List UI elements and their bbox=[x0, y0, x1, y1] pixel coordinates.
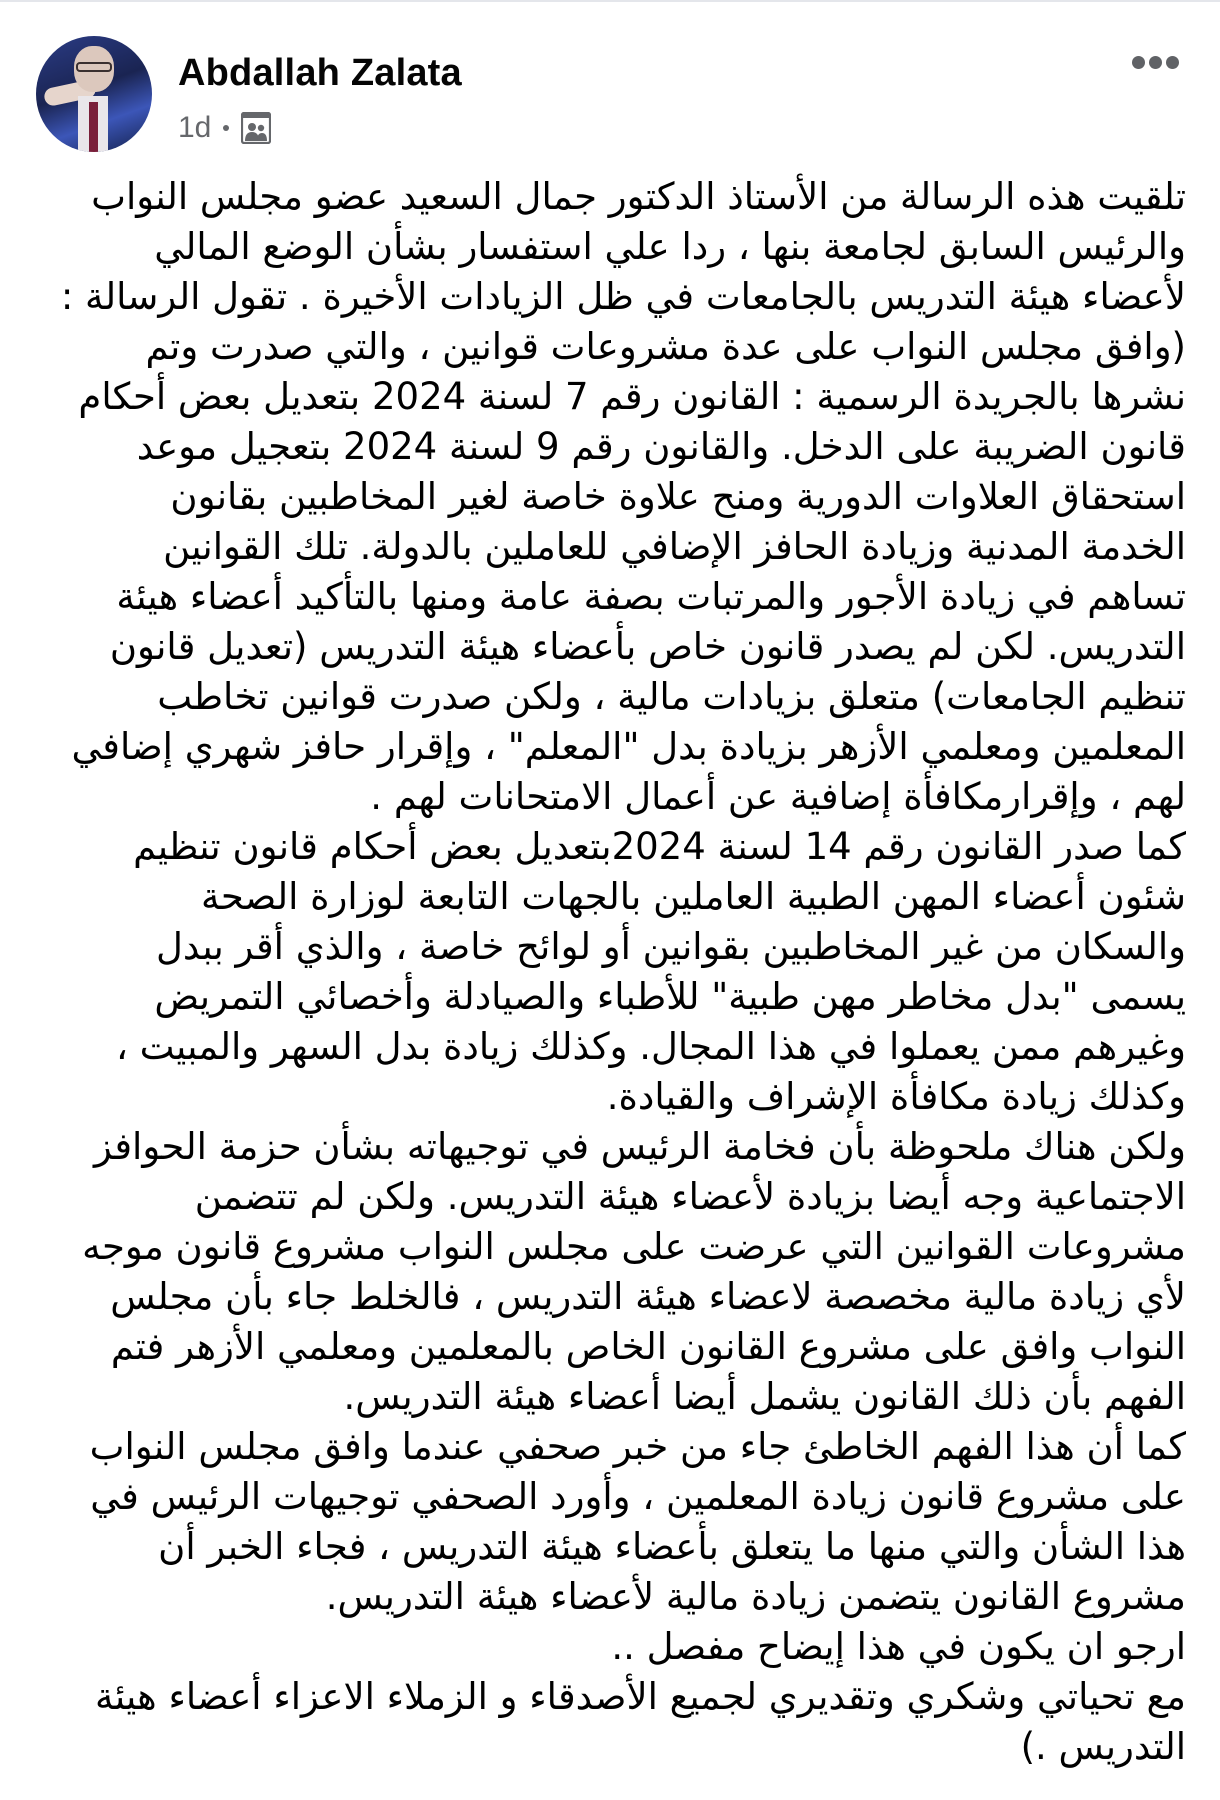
avatar-glasses bbox=[76, 62, 112, 72]
post-line: وكذلك زيادة مكافأة الإشراف والقيادة. bbox=[606, 1075, 1186, 1118]
post-line: والرئيس السابق لجامعة بنها ، ردا علي استفسار بشأن الوضع المالي bbox=[154, 225, 1186, 268]
post-line: والسكان من غير المخاطبين بقوانين أو لوائح خاصة ، والذي أقر ببدل bbox=[156, 925, 1186, 968]
post-line: لهم ، وإقرارمكافأة إضافية عن أعمال الامتحانات لهم . bbox=[370, 775, 1186, 818]
post-meta bbox=[178, 108, 271, 148]
post-line: مشروعات القوانين التي عرضت على مجلس النواب مشروع قانون موجه bbox=[82, 1225, 1186, 1268]
post-text bbox=[40, 172, 1186, 1772]
post-line: تساهم في زيادة الأجور والمرتبات بصفة عامة ومنها بالتأكيد أعضاء هيئة bbox=[116, 575, 1186, 618]
post-line: (وافق مجلس النواب على عدة مشروعات قوانين ، والتي صدرت وتم bbox=[145, 325, 1186, 368]
post-line: استحقاق العلاوات الدورية ومنح علاوة خاصة لغير المخاطبين بقانون bbox=[170, 475, 1186, 518]
author-avatar[interactable] bbox=[36, 36, 152, 152]
post-line: كما صدر القانون رقم 14 لسنة 2024بتعديل بعض أحكام قانون تنظيم bbox=[133, 825, 1186, 868]
post-line: شئون أعضاء المهن الطبية العاملين بالجهات التابعة لوزارة الصحة bbox=[201, 875, 1186, 918]
post-line: قانون الضريبة على الدخل. والقانون رقم 9 لسنة 2024 بتعجيل موعد bbox=[136, 425, 1186, 468]
post-line: لأعضاء هيئة التدريس بالجامعات في ظل الزيادات الأخيرة . تقول الرسالة : bbox=[60, 275, 1186, 318]
post-line: يسمى "بدل مخاطر مهن طبية" للأطباء والصيادلة وأخصائي التمريض bbox=[154, 975, 1186, 1018]
more-dot-icon bbox=[1166, 56, 1179, 69]
post-line: تنظيم الجامعات) متعلق بزيادات مالية ، ولكن صدرت قوانين تخاطب bbox=[157, 675, 1186, 718]
post-line: ارجو ان يكون في هذا إيضاح مفصل .. bbox=[611, 1625, 1186, 1668]
post-line: كما أن هذا الفهم الخاطئ جاء من خبر صحفي عندما وافق مجلس النواب bbox=[89, 1425, 1186, 1468]
post-line: على مشروع قانون زيادة المعلمين ، وأورد الصحفي توجيهات الرئيس في bbox=[90, 1475, 1186, 1518]
more-dot-icon bbox=[1132, 56, 1145, 69]
post-line: تلقيت هذه الرسالة من الأستاذ الدكتور جمال السعيد عضو مجلس النواب bbox=[91, 175, 1186, 218]
post-line: التدريس .) bbox=[1020, 1725, 1186, 1768]
post-line: وغيرهم ممن يعملوا في هذا المجال. وكذلك زيادة بدل السهر والمبيت ، bbox=[115, 1025, 1186, 1068]
post-line: النواب وافق على مشروع القانون الخاص بالمعلمين ومعلمي الأزهر فتم bbox=[110, 1325, 1186, 1368]
post-line: الخدمة المدنية وزيادة الحافز الإضافي للعاملين بالدولة. تلك القوانين bbox=[163, 525, 1186, 568]
more-dot-icon bbox=[1149, 56, 1162, 69]
avatar-tie bbox=[89, 102, 98, 152]
top-divider bbox=[0, 0, 1220, 2]
post-line: لأي زيادة مالية مخصصة لاعضاء هيئة التدريس ، فالخلط جاء بأن مجلس bbox=[110, 1275, 1186, 1318]
post-line: نشرها بالجريدة الرسمية : القانون رقم 7 لسنة 2024 بتعديل بعض أحكام bbox=[78, 375, 1186, 418]
friends-group-icon[interactable] bbox=[241, 112, 271, 144]
post-line: المعلمين ومعلمي الأزهر بزيادة بدل "المعلم" ، وإقرار حافز شهري إضافي bbox=[71, 725, 1186, 768]
post-timestamp[interactable]: 1d bbox=[178, 111, 212, 144]
post-line: التدريس. لكن لم يصدر قانون خاص بأعضاء هيئة التدريس (تعديل قانون bbox=[109, 625, 1186, 668]
post-line: مع تحياتي وشكري وتقديري لجميع الأصدقاء و الزملاء الاعزاء أعضاء هيئة bbox=[95, 1675, 1186, 1718]
post-line: الفهم بأن ذلك القانون يشمل أيضا أعضاء هيئة التدريس. bbox=[343, 1375, 1186, 1418]
post-line: الاجتماعية وجه أيضا بزيادة لأعضاء هيئة التدريس. ولكن لم تتضمن bbox=[194, 1175, 1186, 1218]
post-line: هذا الشأن والتي منها ما يتعلق بأعضاء هيئة التدريس ، فجاء الخبر أن bbox=[158, 1525, 1186, 1568]
more-options-button[interactable] bbox=[1128, 52, 1183, 73]
meta-separator-dot bbox=[223, 125, 229, 131]
author-name[interactable]: Abdallah Zalata bbox=[178, 52, 462, 94]
post-line: مشروع القانون يتضمن زيادة مالية لأعضاء هيئة التدريس. bbox=[325, 1575, 1186, 1618]
post-line: ولكن هناك ملحوظة بأن فخامة الرئيس في توجيهاته بشأن حزمة الحوافز bbox=[93, 1125, 1186, 1168]
